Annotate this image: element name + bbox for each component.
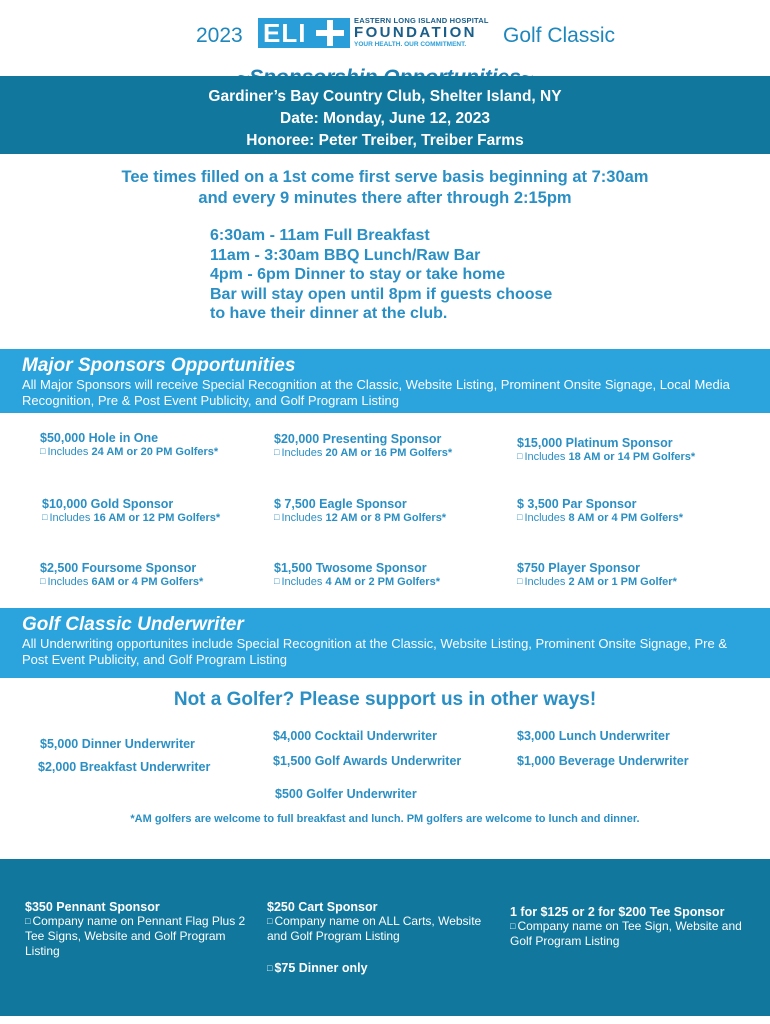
logo-foundation: FOUNDATION <box>354 24 477 41</box>
underwriter-option: $2,000 Breakfast Underwriter <box>38 760 211 774</box>
schedule-item: 6:30am - 11am Full Breakfast <box>210 227 430 244</box>
underwriter-option: $500 Golfer Underwriter <box>275 787 417 801</box>
schedule <box>210 226 552 324</box>
tier-includes: □ Includes 4 AM or 2 PM Golfers* <box>274 576 440 588</box>
schedule-item: 11am - 3:30am BBQ Lunch/Raw Bar <box>210 246 481 264</box>
logo-hospital-name: EASTERN LONG ISLAND HOSPITAL <box>354 16 489 25</box>
tee-sponsor-desc: □ Company name on Tee Sign, Website and Golf Program Listing <box>510 919 742 948</box>
sponsor-tier <box>517 561 677 588</box>
foundation-logo <box>258 18 350 48</box>
pennant-sponsor-title: $350 Pennant Sponsor <box>25 900 160 914</box>
major-sponsors-description: All Major Sponsors will receive Special Recognition at the Classic, Website Listing, Prominent Onsite Signage, Local Media Recognition, Pre & Post Event Publicity, and Golf Program Listing <box>22 377 730 408</box>
checkbox-icon: □ <box>274 576 280 586</box>
sponsor-tier <box>517 436 695 463</box>
tier-title: $ 3,500 Par Sponsor <box>517 497 637 511</box>
checkbox-icon: □ <box>40 446 46 456</box>
logo-mark: ELI <box>263 18 307 48</box>
tier-title: $ 7,500 Eagle Sponsor <box>274 497 407 511</box>
sponsor-tier <box>42 497 220 524</box>
checkbox-icon: □ <box>42 512 48 522</box>
cart-sponsor-desc: □ Company name on ALL Carts, Website and Golf Program Listing <box>267 914 482 943</box>
sponsor-tier <box>274 497 446 524</box>
tier-title: $20,000 Presenting Sponsor <box>274 432 442 446</box>
dinner-only-title: □ $75 Dinner only <box>267 961 368 975</box>
tier-includes: □ Includes 6AM or 4 PM Golfers* <box>40 576 204 588</box>
tier-includes: □ Includes 8 AM or 4 PM Golfers* <box>517 512 683 524</box>
tee-times <box>0 167 770 209</box>
dinner-only <box>267 961 368 975</box>
event-date: Date: Monday, June 12, 2023 <box>280 110 490 127</box>
underwriter-option: $4,000 Cocktail Underwriter <box>273 729 437 743</box>
underwriter-title: Golf Classic Underwriter <box>22 614 244 635</box>
checkbox-icon: □ <box>274 447 280 457</box>
header <box>0 14 770 58</box>
header-year: 2023 <box>196 24 243 47</box>
schedule-item: to have their dinner at the club. <box>210 305 448 323</box>
checkbox-icon: □ <box>517 451 523 461</box>
plus-icon <box>316 20 344 46</box>
tee-sponsor-title: 1 for $125 or 2 for $200 Tee Sponsor <box>510 905 725 919</box>
tier-includes: □ Includes 24 AM or 20 PM Golfers* <box>40 446 219 458</box>
checkbox-icon: □ <box>274 512 280 522</box>
tier-includes: □ Includes 20 AM or 16 PM Golfers* <box>274 447 453 459</box>
event-name: Golf Classic <box>503 24 616 47</box>
underwriter-option: $3,000 Lunch Underwriter <box>517 729 670 743</box>
schedule-item: 4pm - 6pm Dinner to stay or take home <box>210 266 506 284</box>
checkbox-icon: □ <box>267 963 273 973</box>
tier-includes: □ Includes 16 AM or 12 PM Golfers* <box>42 512 221 524</box>
sponsor-tier <box>40 561 203 588</box>
logo-tagline: YOUR HEALTH. OUR COMMITMENT. <box>354 41 467 48</box>
cart-sponsor-title: $250 Cart Sponsor <box>267 900 378 914</box>
tier-includes: □ Includes 18 AM or 14 PM Golfers* <box>517 451 696 463</box>
schedule-item: Bar will stay open until 8pm if guests choose <box>210 285 553 303</box>
checkbox-icon: □ <box>25 916 31 926</box>
sponsor-tier <box>517 497 683 524</box>
golfer-note: *AM golfers are welcome to full breakfast and lunch. PM golfers are welcome to lunch and dinner. <box>130 813 640 825</box>
major-sponsors-title: Major Sponsors Opportunities <box>22 355 296 376</box>
tier-title: $2,500 Foursome Sponsor <box>40 561 197 575</box>
checkbox-icon: □ <box>517 512 523 522</box>
tee-sponsor <box>510 905 750 949</box>
underwriter-band <box>0 608 770 678</box>
sponsor-tier <box>40 431 218 458</box>
checkbox-icon: □ <box>267 916 273 926</box>
tier-title: $50,000 Hole in One <box>40 431 159 445</box>
checkbox-icon: □ <box>40 576 46 586</box>
pennant-sponsor <box>25 900 250 959</box>
tier-title: $10,000 Gold Sponsor <box>42 497 174 511</box>
event-info-band <box>0 76 770 154</box>
small-sponsors-band <box>0 859 770 1016</box>
tier-title: $750 Player Sponsor <box>517 561 640 575</box>
tier-title: $15,000 Platinum Sponsor <box>517 436 673 450</box>
underwriter-option: $5,000 Dinner Underwriter <box>40 737 195 751</box>
tee-times-line-2: and every 9 minutes there after through 2:15pm <box>198 189 572 207</box>
underwriter-option: $1,000 Beverage Underwriter <box>517 754 689 768</box>
sponsor-tier <box>274 432 452 459</box>
checkbox-icon: □ <box>510 921 516 931</box>
tier-includes: □ Includes 2 AM or 1 PM Golfer* <box>517 576 677 588</box>
major-sponsors-band <box>0 349 770 413</box>
sponsor-tier <box>274 561 440 588</box>
underwriter-option: $1,500 Golf Awards Underwriter <box>273 754 462 768</box>
underwriter-description: All Underwriting opportunites include Special Recognition at the Classic, Website Listing, Prominent Onsite Signage, Pre & Post Event Publicity, and Golf Program Listing <box>22 636 728 667</box>
tier-includes: □ Includes 12 AM or 8 PM Golfers* <box>274 512 447 524</box>
tier-title: $1,500 Twosome Sponsor <box>274 561 427 575</box>
non-golfer-heading: Not a Golfer? Please support us in other ways! <box>173 689 597 710</box>
logo-text <box>354 16 504 48</box>
event-honoree: Honoree: Peter Treiber, Treiber Farms <box>246 132 524 149</box>
event-location: Gardiner’s Bay Country Club, Shelter Island, NY <box>208 88 562 105</box>
pennant-sponsor-desc: □ Company name on Pennant Flag Plus 2 Tee Signs, Website and Golf Program Listing <box>25 914 246 958</box>
tee-times-line-1: Tee times filled on a 1st come first serve basis beginning at 7:30am <box>121 168 649 186</box>
cart-sponsor <box>267 900 482 944</box>
checkbox-icon: □ <box>517 576 523 586</box>
